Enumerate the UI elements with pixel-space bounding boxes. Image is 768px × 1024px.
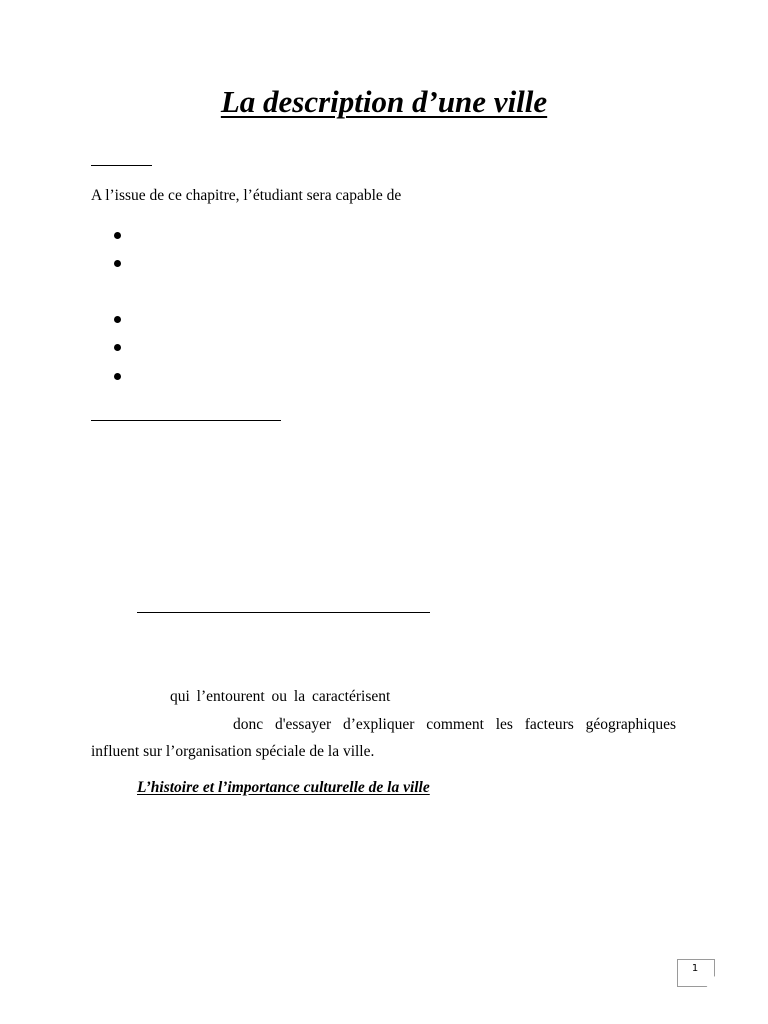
paragraph-line-1: qui l’entourent ou la caractérisent: [170, 688, 391, 705]
intro-text: A l’issue de ce chapitre, l’étudiant sera capable de: [91, 187, 402, 204]
paragraph-word: donc: [233, 716, 264, 733]
document-title: La description d’une ville: [220, 84, 548, 119]
heading-underline-long: [91, 420, 281, 421]
paragraph-word: géographiques: [585, 716, 676, 733]
bullet-point: [114, 316, 121, 323]
heading-underline-short: [91, 165, 152, 166]
paragraph-line-2: [233, 716, 676, 734]
paragraph-word: facteurs: [524, 716, 574, 733]
bullet-point: [114, 232, 121, 239]
heading-underline-indented: [137, 612, 430, 613]
paragraph-word: les: [495, 716, 513, 733]
bullet-point: [114, 344, 121, 351]
bullet-point: [114, 373, 121, 380]
paragraph-word: d’expliquer: [342, 716, 415, 733]
paragraph-line-3: influent sur l’organisation spéciale de la ville.: [91, 743, 375, 760]
bullet-point: [114, 260, 121, 267]
paragraph-word: d'essayer: [274, 716, 332, 733]
section-subheading: L’histoire et l’importance culturelle de la ville: [137, 779, 430, 796]
page-number: 1: [691, 963, 699, 974]
paragraph-word: comment: [426, 716, 484, 733]
